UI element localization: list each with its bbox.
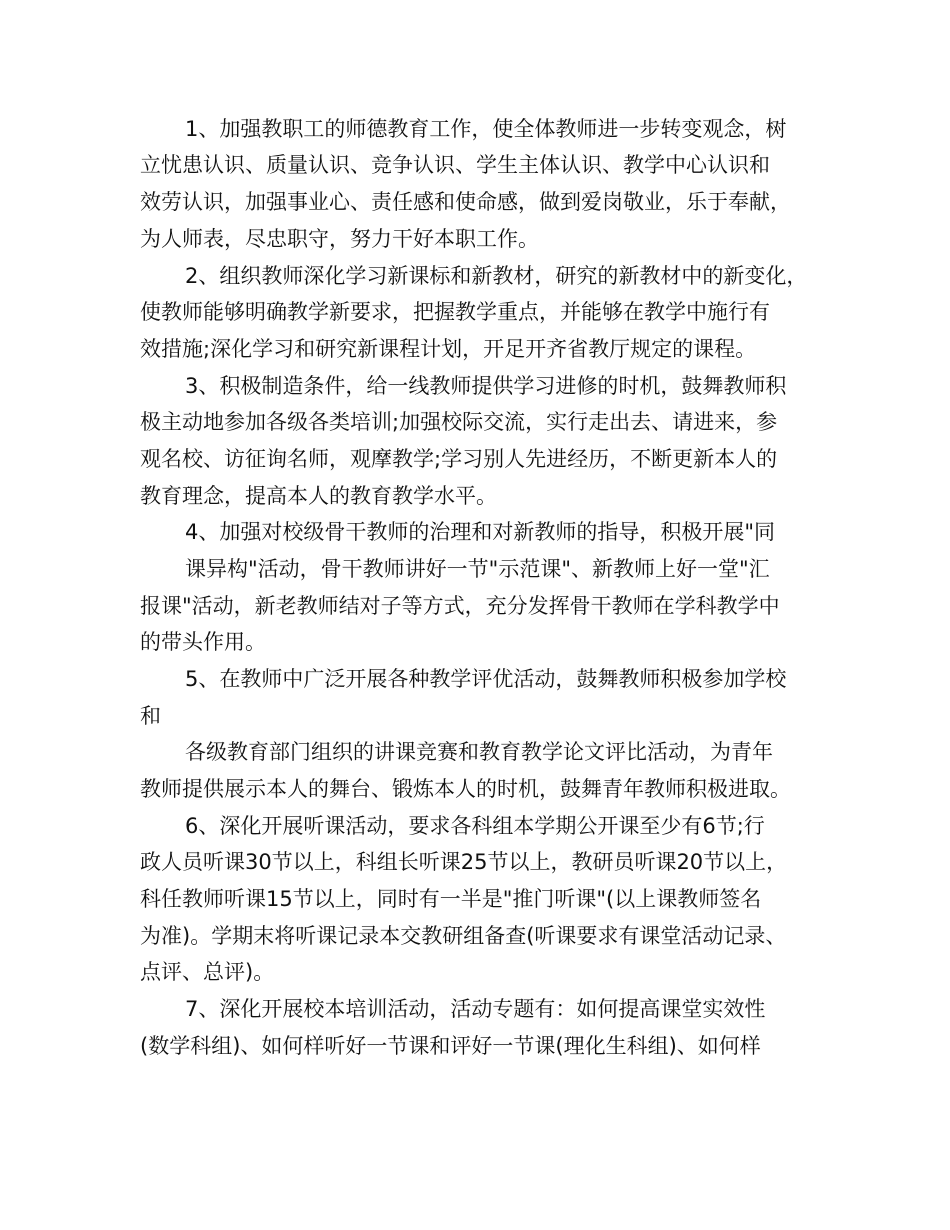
text-line: 4、加强对校级骨干教师的治理和对新教师的指导，积极开展"同 [185, 520, 776, 544]
text-line: 科任教师听课15节以上，同时有一半是"推门听课"(以上课教师签名 [140, 887, 762, 911]
text-line: 教育理念，提高本人的教育教学水平。 [140, 484, 497, 508]
text-line: 1、加强教职工的师德教育工作，使全体教师进一步转变观念，树 [185, 117, 787, 141]
text-line: 政人员听课30节以上，科组长听课25节以上，教研员听课20节以上， [140, 850, 788, 874]
text-line: 的带头作用。 [140, 630, 266, 654]
text-line: 课异构"活动，骨干教师讲好一节"示范课"、新教师上好一堂"汇 [185, 557, 770, 581]
text-line: 2、组织教师深化学习新课标和新教材，研究的新教材中的新变化， [185, 264, 808, 288]
text-line: 3、积极制造条件，给一线教师提供学习进修的时机，鼓舞教师积 [185, 374, 787, 398]
text-line: 极主动地参加各级各类培训;加强校际交流，实行走出去、请进来，参 [140, 410, 778, 434]
text-line: 点评、总评)。 [140, 960, 275, 984]
text-line: 7、深化开展校本培训活动，活动专题有：如何提高课堂实效性 [185, 997, 766, 1021]
text-line: 为人师表，尽忠职守，努力干好本职工作。 [140, 227, 539, 251]
text-line: 和 [140, 704, 161, 728]
text-line: 效措施;深化学习和研究新课程计划，开足开齐省教厅规定的课程。 [140, 337, 757, 361]
text-line: 效劳认识，加强事业心、责任感和使命感，做到爱岗敬业，乐于奉献， [140, 190, 791, 214]
text-line: 各级教育部门组织的讲课竞赛和教育教学论文评比活动，为青年 [185, 740, 773, 764]
text-line: 使教师能够明确教学新要求，把握教学重点，并能够在教学中施行有 [140, 300, 770, 324]
text-line: 观名校、访征询名师，观摩教学;学习别人先进经历，不断更新本人的 [140, 447, 778, 471]
text-line: 教师提供展示本人的舞台、锻炼本人的时机，鼓舞青年教师积极进取。 [140, 777, 791, 801]
text-line: 立忧患认识、质量认识、竞争认识、学生主体认识、教学中心认识和 [140, 153, 770, 177]
text-line: (数学科组)、如何样听好一节课和评好一节课(理化生科组)、如何样 [140, 1034, 761, 1058]
text-line: 5、在教师中广泛开展各种教学评优活动，鼓舞教师积极参加学校 [185, 667, 787, 691]
text-line: 为准)。学期末将听课记录本交教研组备查(听课要求有课堂活动记录、 [140, 924, 787, 948]
text-line: 报课"活动，新老教师结对子等方式，充分发挥骨干教师在学科教学中 [140, 594, 780, 618]
text-line: 6、深化开展听课活动，要求各科组本学期公开课至少有6节;行 [185, 814, 765, 838]
